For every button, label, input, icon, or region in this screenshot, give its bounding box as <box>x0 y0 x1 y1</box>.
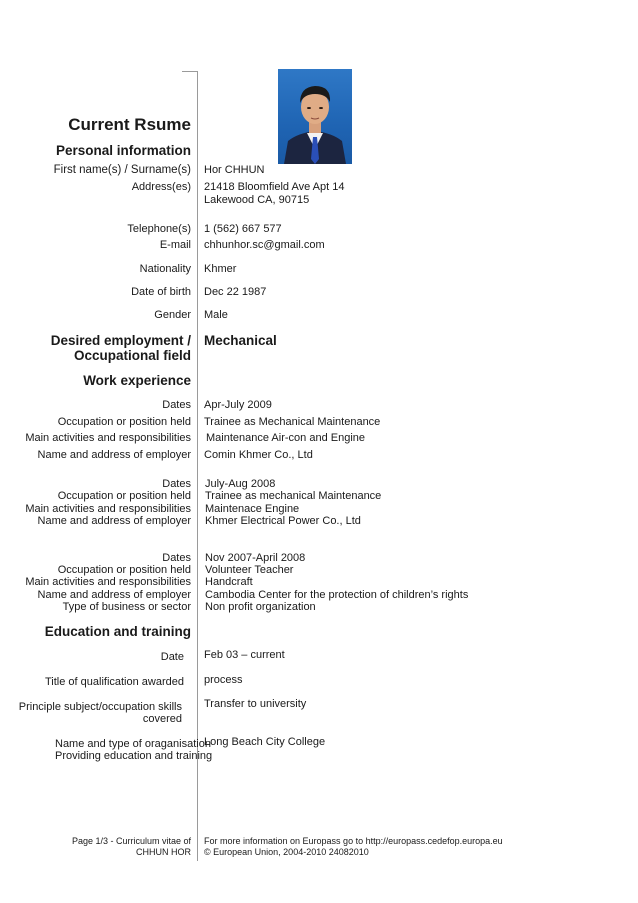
dob-value: Dec 22 1987 <box>204 286 267 298</box>
work-3-business: Non profit organization <box>205 601 316 613</box>
name-label: First name(s) / Surname(s) <box>53 164 191 176</box>
work-1-occupation: Trainee as Mechanical Maintenance <box>204 416 381 428</box>
footer-right-line-2: © European Union, 2004-2010 24082010 <box>204 847 369 857</box>
work-2-dates: July-Aug 2008 <box>205 478 276 490</box>
work-2-employer-label: Name and address of employer <box>37 515 191 527</box>
telephone-value: 1 (562) 667 577 <box>204 223 282 235</box>
work-3-activities-label: Main activities and responsibilities <box>25 576 191 588</box>
address-line-1: 21418 Bloomfield Ave Apt 14 <box>204 181 345 193</box>
nationality-value: Khmer <box>204 263 237 275</box>
work-3-occupation-label: Occupation or position held <box>57 564 191 576</box>
address-label: Address(es) <box>131 181 191 193</box>
work-2-dates-label: Dates <box>162 478 191 490</box>
edu-org-label-line-2: Providing education and training <box>55 750 213 762</box>
cv-title: Current Rsume <box>68 115 191 134</box>
work-3-employer-label: Name and address of employer <box>37 589 191 601</box>
work-3-dates: Nov 2007-April 2008 <box>205 552 306 564</box>
footer-left-line-1: Page 1/3 - Curriculum vitae of <box>71 836 191 846</box>
work-3-business-label: Type of business or sector <box>62 601 191 613</box>
edu-date: Feb 03 – current <box>204 649 285 661</box>
work-1-employer-label: Name and address of employer <box>37 449 191 461</box>
work-2-occupation: Trainee as mechanical Maintenance <box>205 490 382 502</box>
work-2-activities: Maintenace Engine <box>205 503 300 515</box>
work-2-employer: Khmer Electrical Power Co., Ltd <box>205 515 361 527</box>
edu-org: Long Beach City College <box>204 736 326 748</box>
nationality-label: Nationality <box>139 263 191 275</box>
section-work-experience: Work experience <box>83 373 191 388</box>
work-1-activities-label: Main activities and responsibilities <box>25 432 191 444</box>
edu-qualification: process <box>204 674 243 686</box>
email-value: chhunhor.sc@gmail.com <box>204 239 325 251</box>
gender-value: Male <box>204 309 228 321</box>
edu-org-label-line-1: Name and type of oraganisation <box>55 738 211 750</box>
work-1-dates: Apr-July 2009 <box>204 399 272 411</box>
work-3-activities: Handcraft <box>205 576 253 588</box>
work-3-employer: Cambodia Center for the protection of children’s rights <box>205 589 469 601</box>
edu-qualification-label: Title of qualification awarded <box>44 676 184 688</box>
footer-right-line-1: For more information on Europass go to http://europass.cedefop.europa.eu <box>204 836 503 846</box>
work-1-dates-label: Dates <box>162 399 191 411</box>
dob-label: Date of birth <box>131 286 191 298</box>
portrait-image <box>278 69 352 164</box>
work-1-activities: Maintenance Air-con and Engine <box>206 432 365 444</box>
work-1-occupation-label: Occupation or position held <box>57 416 191 428</box>
edu-skills-label-line-2: covered <box>142 713 182 725</box>
email-label: E-mail <box>159 239 191 251</box>
edu-date-label: Date <box>160 651 184 663</box>
section-education-training: Education and training <box>44 624 191 639</box>
work-2-occupation-label: Occupation or position held <box>57 490 191 502</box>
work-3-occupation: Volunteer Teacher <box>205 564 294 576</box>
edu-skills-label-line-1: Principle subject/occupation skills <box>18 701 182 713</box>
name-value: Hor CHHUN <box>204 164 265 176</box>
address-line-2: Lakewood CA, 90715 <box>204 194 310 206</box>
divider-top-tick <box>182 71 197 72</box>
section-desired-employment-line-2: Occupational field <box>73 348 191 363</box>
gender-label: Gender <box>154 309 191 321</box>
work-1-employer: Comin Khmer Co., Ltd <box>204 449 313 461</box>
section-personal-information: Personal information <box>55 143 191 158</box>
work-3-dates-label: Dates <box>162 552 191 564</box>
section-desired-employment-line-1: Desired employment / <box>50 333 191 348</box>
desired-employment-value: Mechanical <box>204 333 277 348</box>
edu-skills: Transfer to university <box>204 698 307 710</box>
telephone-label: Telephone(s) <box>127 223 191 235</box>
profile-photo <box>278 69 352 164</box>
footer-left-line-2: CHHUN HOR <box>136 847 191 857</box>
work-2-activities-label: Main activities and responsibilities <box>25 503 191 515</box>
